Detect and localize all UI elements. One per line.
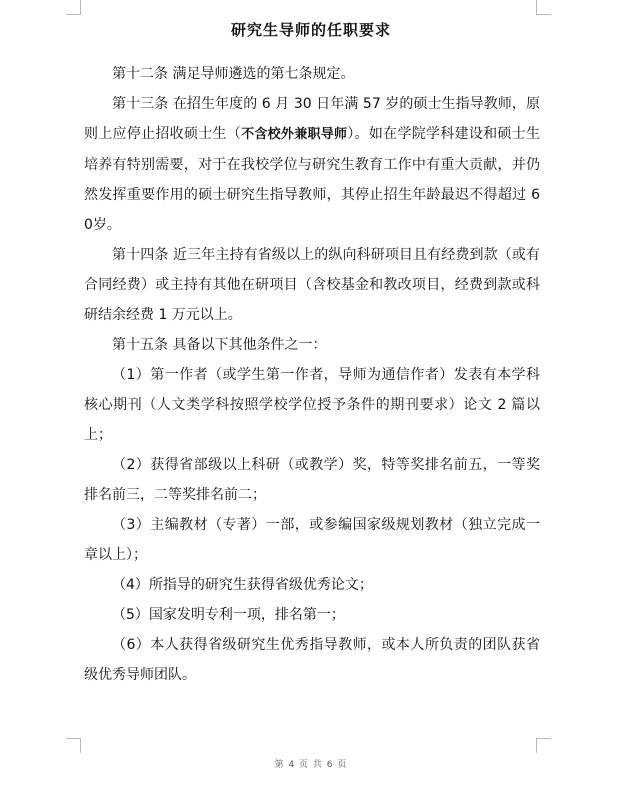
- condition-item-3: （3）主编教材（专著）一部，或参编国家级规划教材（独立完成一章以上）；: [84, 517, 540, 563]
- article-12: 第十二条 满足导师遴选的第七条规定。: [112, 66, 355, 82]
- document-title: 研究生导师的任职要求: [230, 21, 391, 39]
- margin-corner-top-left: [66, 0, 81, 15]
- article-13: [84, 89, 540, 240]
- article-13-part-b: ）。如在学院学科建设和硕士生培养有特别需要，对于在我校学位与研究生教育工作中有重大贡献，并仍然发挥重要作用的硕士研究生指导教师，其停止招生年龄最迟不得超过 60岁。: [84, 126, 540, 233]
- condition-item-4: （4）所指导的研究生获得省级优秀论文；: [112, 577, 373, 593]
- article-13-part-a: 第十三条 在招生年度的 6 月 30 日年满 57 岁的硕士生指导教师，原则上应停止招收硕士生（: [84, 96, 540, 142]
- article-13-bold-note: 不含校外兼职导师: [241, 127, 348, 142]
- margin-corner-bottom-left: [66, 738, 81, 753]
- condition-item-2: （2）获得省部级以上科研（或教学）奖，特等奖排名前五，一等奖排名前三，二等奖排名前二；: [84, 457, 540, 503]
- condition-item-1: （1）第一作者（或学生第一作者，导师为通信作者）发表有本学科核心期刊（人文类学科按照学校学位授予条件的期刊要求）论文 2 篇以上；: [84, 367, 540, 443]
- document-body: [84, 59, 540, 690]
- condition-item-6: （6）本人获得省级研究生优秀指导教师，或本人所负责的团队获省级优秀导师团队。: [84, 637, 540, 683]
- article-14: 第十四条 近三年主持有省级以上的纵向科研项目且有经费到款（或有合同经费）或主持有其他在研项目（含校基金和教改项目，经费到款或科研结余经费 1 万元以上。: [84, 247, 540, 323]
- article-15: 第十五条 具备以下其他条件之一：: [112, 337, 327, 353]
- page-number-footer: 第 4 页 共 6 页: [274, 760, 348, 770]
- margin-corner-top-right: [536, 0, 551, 15]
- margin-corner-bottom-right: [536, 738, 551, 753]
- condition-item-5: （5）国家发明专利一项，排名第一；: [112, 607, 345, 623]
